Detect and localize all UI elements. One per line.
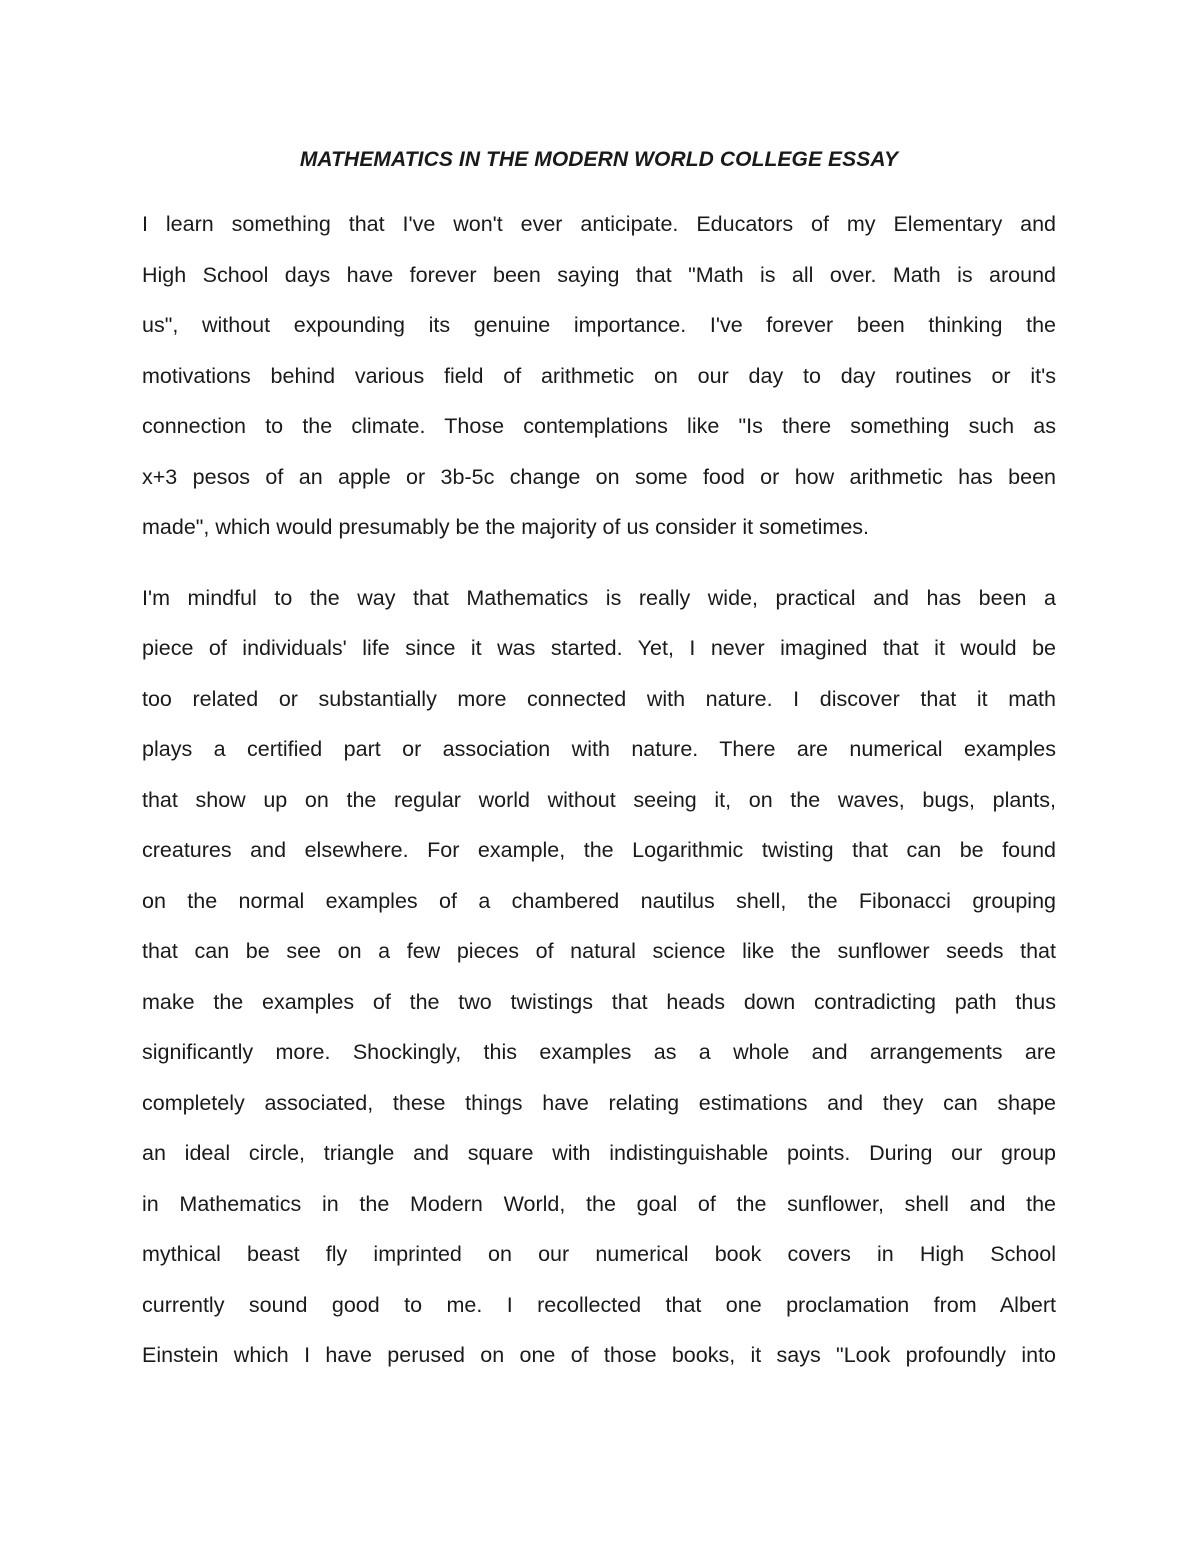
paragraph-line: in Mathematics in the Modern World, the goal of the sunflower, shell and the — [142, 1191, 1056, 1216]
paragraph-1 — [142, 199, 1056, 553]
paragraph-line: significantly more. Shockingly, this examples as a whole and arrangements are — [142, 1040, 1056, 1064]
paragraph-line: piece of individuals' life since it was started. Yet, I never imagined that it would be — [142, 636, 1056, 660]
paragraph-line: completely associated, these things have relating estimations and they can shape — [142, 1090, 1056, 1115]
paragraph-2 — [142, 573, 1056, 1381]
paragraph-line: motivations behind various field of arithmetic on our day to day routines or it's — [142, 363, 1056, 388]
paragraph-line: that show up on the regular world without seeing it, on the waves, bugs, plants, — [142, 787, 1056, 812]
paragraph-line: currently sound good to me. I recollected that one proclamation from Albert — [142, 1292, 1056, 1317]
essay-title: MATHEMATICS IN THE MODERN WORLD COLLEGE ESSAY — [299, 148, 899, 171]
paragraph-line: made", which would presumably be the majority of us consider it sometimes. — [142, 515, 870, 539]
paragraph-line: us", without expounding its genuine importance. I've forever been thinking the — [142, 313, 1056, 337]
essay-body — [142, 146, 1056, 1401]
paragraph-line: creatures and elsewhere. For example, the Logarithmic twisting that can be found — [142, 838, 1056, 862]
paragraph-line: connection to the climate. Those contemplations like "Is there something such as — [142, 414, 1056, 438]
paragraph-line: make the examples of the two twistings that heads down contradicting path thus — [142, 989, 1056, 1014]
paragraph-line: plays a certified part or association with nature. There are numerical examples — [142, 737, 1056, 761]
paragraph-line: an ideal circle, triangle and square with indistinguishable points. During our group — [142, 1141, 1056, 1165]
paragraph-line: that can be see on a few pieces of natural science like the sunflower seeds that — [142, 939, 1056, 963]
paragraph-line: x+3 pesos of an apple or 3b-5c change on some food or how arithmetic has been — [142, 464, 1056, 489]
paragraph-line: High School days have forever been saying that "Math is all over. Math is around — [142, 262, 1056, 287]
paragraph-line: Einstein which I have perused on one of those books, it says "Look profoundly into — [142, 1343, 1056, 1367]
paragraph-line: too related or substantially more connected with nature. I discover that it math — [142, 686, 1056, 711]
paragraph-line: mythical beast fly imprinted on our numerical book covers in High School — [142, 1242, 1056, 1266]
paragraph-line: on the normal examples of a chambered nautilus shell, the Fibonacci grouping — [142, 888, 1056, 913]
paragraph-line: I'm mindful to the way that Mathematics is really wide, practical and has been a — [142, 585, 1056, 610]
paragraph-line: I learn something that I've won't ever anticipate. Educators of my Elementary and — [142, 212, 1056, 236]
